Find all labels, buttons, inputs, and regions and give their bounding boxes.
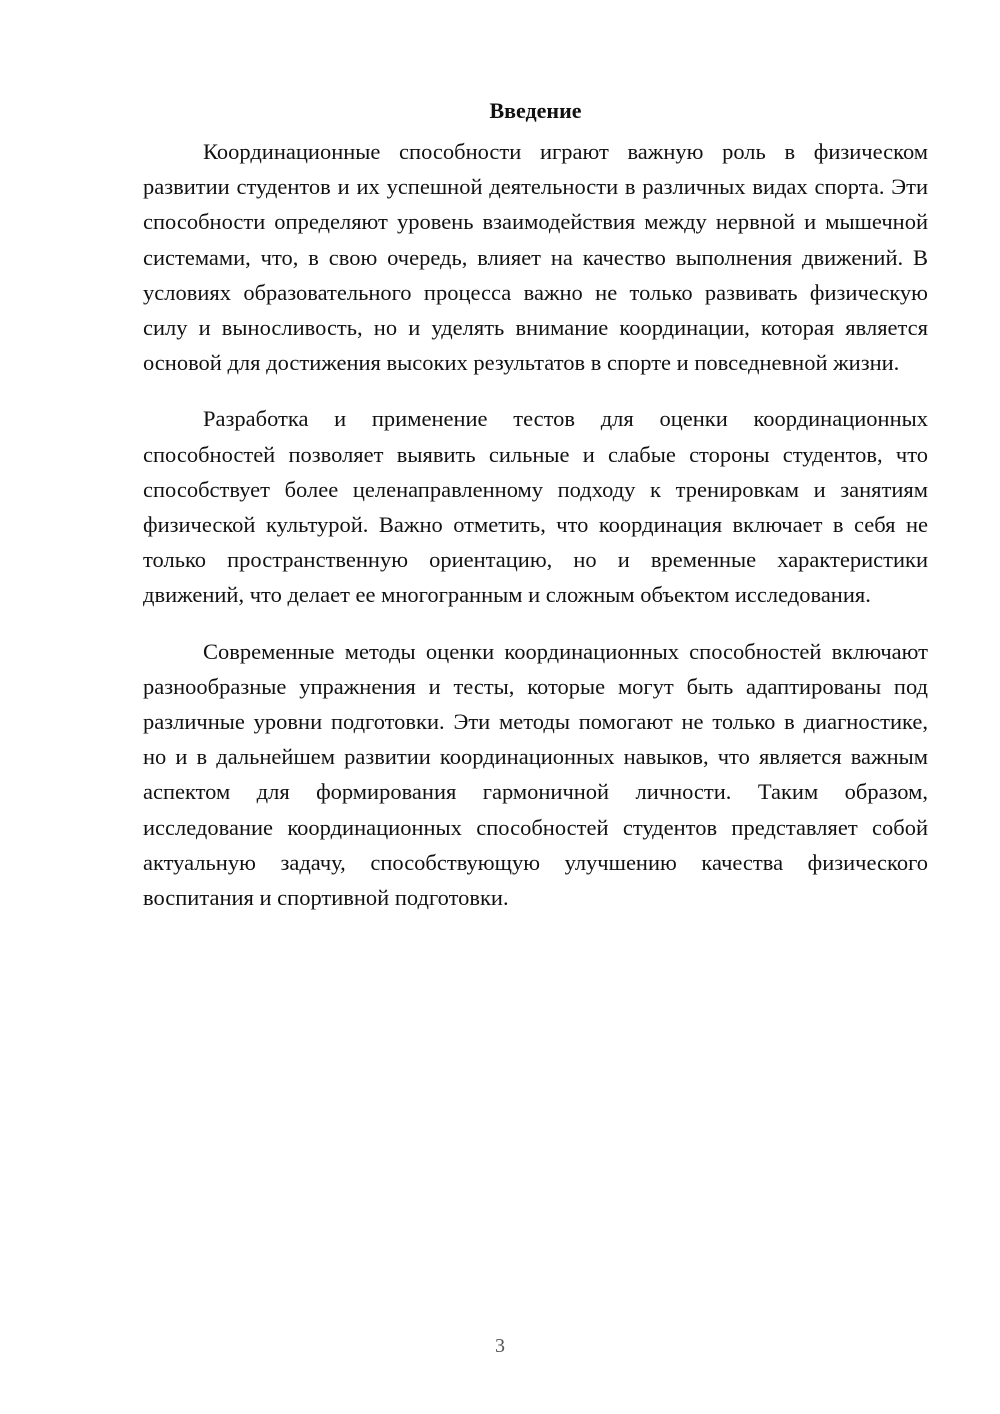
paragraph-2: Разработка и применение тестов для оценки координационных способностей позволяет выявить сильные и слабые стороны студентов, что способствует более целенаправленному подходу к тренировкам и занятиям физической культурой. Важно отметить, что координация включает в себя не только пространственную ориентацию, но и временные характеристики движений, что делает ее многогранным и сложным объектом исследования. (143, 406, 928, 608)
page-number: 3 (495, 1335, 505, 1357)
section-title: Введение (489, 98, 582, 123)
paragraph-3: Современные методы оценки координационных способностей включают разнообразные упражнения и тесты, которые могут быть адаптированы под различные уровни подготовки. Эти методы помогают не только в диагностике, но и в дальнейшем развитии координационных навыков, что является важным аспектом для формирования гармоничной личности. Таким образом, исследование координационных способностей студентов представляет собой актуальную задачу, способствующую улучшению качества физического воспитания и спортивной подготовки. (143, 638, 928, 911)
paragraph-1: Координационные способности играют важную роль в физическом развитии студентов и их успешной деятельности в различных видах спорта. Эти способности определяют уровень взаимодействия между нервной и мышечной системами, что, в свою очередь, влияет на качество выполнения движений. В условиях образовательного процесса важно не только развивать физическую силу и выносливость, но и уделять внимание координации, которая является основой для достижения высоких результатов в спорте и повседневной жизни. (143, 139, 928, 376)
document-body (143, 96, 928, 915)
